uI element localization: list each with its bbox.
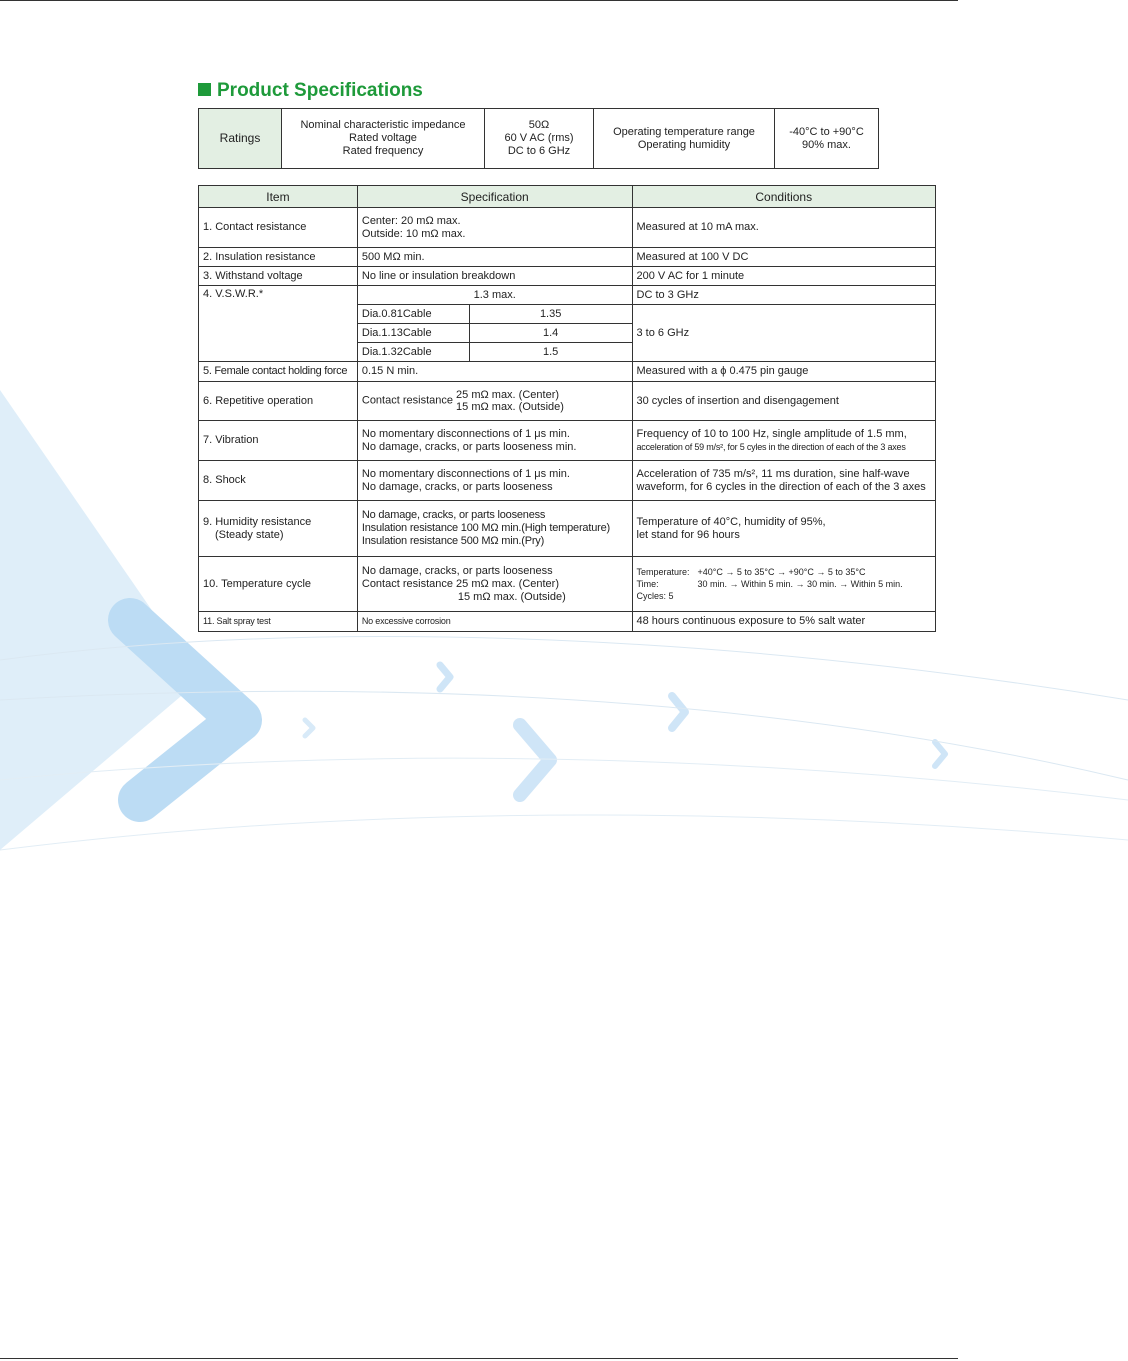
row-spec: No damage, cracks, or parts looseness Insulation resistance 100 MΩ min.(High temperature) Insulation resistance 500 MΩ min.(Pry) xyxy=(357,501,632,557)
table-row xyxy=(199,421,936,461)
table-row xyxy=(199,461,936,501)
row-conditions: 48 hours continuous exposure to 5% salt water xyxy=(632,612,936,632)
specification-table xyxy=(198,185,936,632)
ratings-params-2: Operating temperature range Operating humidity xyxy=(594,109,775,169)
section-heading: Product Specifications xyxy=(198,80,423,102)
cable-name: Dia.1.13Cable xyxy=(357,324,469,343)
row-item: 6. Repetitive operation xyxy=(199,382,358,421)
row-item: 10. Temperature cycle xyxy=(199,557,358,612)
row-conditions: Measured with a ϕ 0.475 pin gauge xyxy=(632,362,936,382)
top-rule xyxy=(0,0,958,1)
square-bullet-icon xyxy=(198,83,211,96)
row-spec: No damage, cracks, or parts looseness Contact resistance 25 mΩ max. (Center) 15 mΩ max. (Outside) xyxy=(357,557,632,612)
row-spec: 500 MΩ min. xyxy=(357,248,632,267)
header-specification: Specification xyxy=(357,186,632,208)
ratings-params: Nominal characteristic impedance Rated voltage Rated frequency xyxy=(282,109,485,169)
header-row xyxy=(199,186,936,208)
vswr-top-conditions: DC to 3 GHz xyxy=(632,286,936,305)
vswr-top-spec: 1.3 max. xyxy=(357,286,632,305)
cable-name: Dia.0.81Cable xyxy=(357,305,469,324)
row-spec: Contact resistance 25 mΩ max. (Center) 15 mΩ max. (Outside) xyxy=(357,382,632,421)
row-spec: No excessive corrosion xyxy=(357,612,632,632)
cable-value: 1.5 xyxy=(469,343,632,362)
cable-value: 1.35 xyxy=(469,305,632,324)
table-row xyxy=(199,208,936,248)
row-item: 4. V.S.W.R.* xyxy=(199,286,358,362)
row-conditions: Measured at 100 V DC xyxy=(632,248,936,267)
row-conditions: Acceleration of 735 m/s², 11 ms duration, sine half-wave waveform, for 6 cycles in the direction of each of the 3 axes xyxy=(632,461,936,501)
row-item: 7. Vibration xyxy=(199,421,358,461)
row-spec: No line or insulation breakdown xyxy=(357,267,632,286)
ratings-table xyxy=(198,108,879,169)
row-conditions: 200 V AC for 1 minute xyxy=(632,267,936,286)
bottom-rule xyxy=(0,1358,958,1359)
cable-value: 1.4 xyxy=(469,324,632,343)
row-conditions: Measured at 10 mA max. xyxy=(632,208,936,248)
row-item: 5. Female contact holding force xyxy=(199,362,358,382)
table-row xyxy=(199,557,936,612)
row-item: 2. Insulation resistance xyxy=(199,248,358,267)
table-row xyxy=(199,267,936,286)
row-conditions: Temperature of 40°C, humidity of 95%, let stand for 96 hours xyxy=(632,501,936,557)
row-item: 1. Contact resistance xyxy=(199,208,358,248)
row-item: 8. Shock xyxy=(199,461,358,501)
vswr-bottom-conditions: 3 to 6 GHz xyxy=(632,305,936,362)
table-row xyxy=(199,248,936,267)
row-item: 9. Humidity resistance (Steady state) xyxy=(199,501,358,557)
row-item: 3. Withstand voltage xyxy=(199,267,358,286)
row-spec: 0.15 N min. xyxy=(357,362,632,382)
row-spec: No momentary disconnections of 1 μs min. No damage, cracks, or parts looseness min. xyxy=(357,421,632,461)
table-row xyxy=(199,382,936,421)
row-conditions: 30 cycles of insertion and disengagement xyxy=(632,382,936,421)
table-row xyxy=(199,362,936,382)
ratings-values: 50Ω 60 V AC (rms) DC to 6 GHz xyxy=(485,109,594,169)
row-spec: Center: 20 mΩ max. Outside: 10 mΩ max. xyxy=(357,208,632,248)
header-item: Item xyxy=(199,186,358,208)
row-conditions: Frequency of 10 to 100 Hz, single amplitude of 1.5 mm, acceleration of 59 m/s², for 5 cyles in the direction of each of the 3 axes xyxy=(632,421,936,461)
table-row xyxy=(199,612,936,632)
row-item: 11. Salt spray test xyxy=(199,612,358,632)
ratings-values-2: -40°C to +90°C 90% max. xyxy=(775,109,879,169)
ratings-label: Ratings xyxy=(199,109,282,169)
table-row xyxy=(199,501,936,557)
header-conditions: Conditions xyxy=(632,186,936,208)
table-row xyxy=(199,286,936,305)
row-spec: No momentary disconnections of 1 μs min. No damage, cracks, or parts looseness xyxy=(357,461,632,501)
row-conditions: Temperature: +40°C → 5 to 35°C → +90°C → 5 to 35°C Time: 30 min. → Within 5 min. → 30 min. → Within 5 min. Cycles: 5 xyxy=(632,557,936,612)
cable-name: Dia.1.32Cable xyxy=(357,343,469,362)
